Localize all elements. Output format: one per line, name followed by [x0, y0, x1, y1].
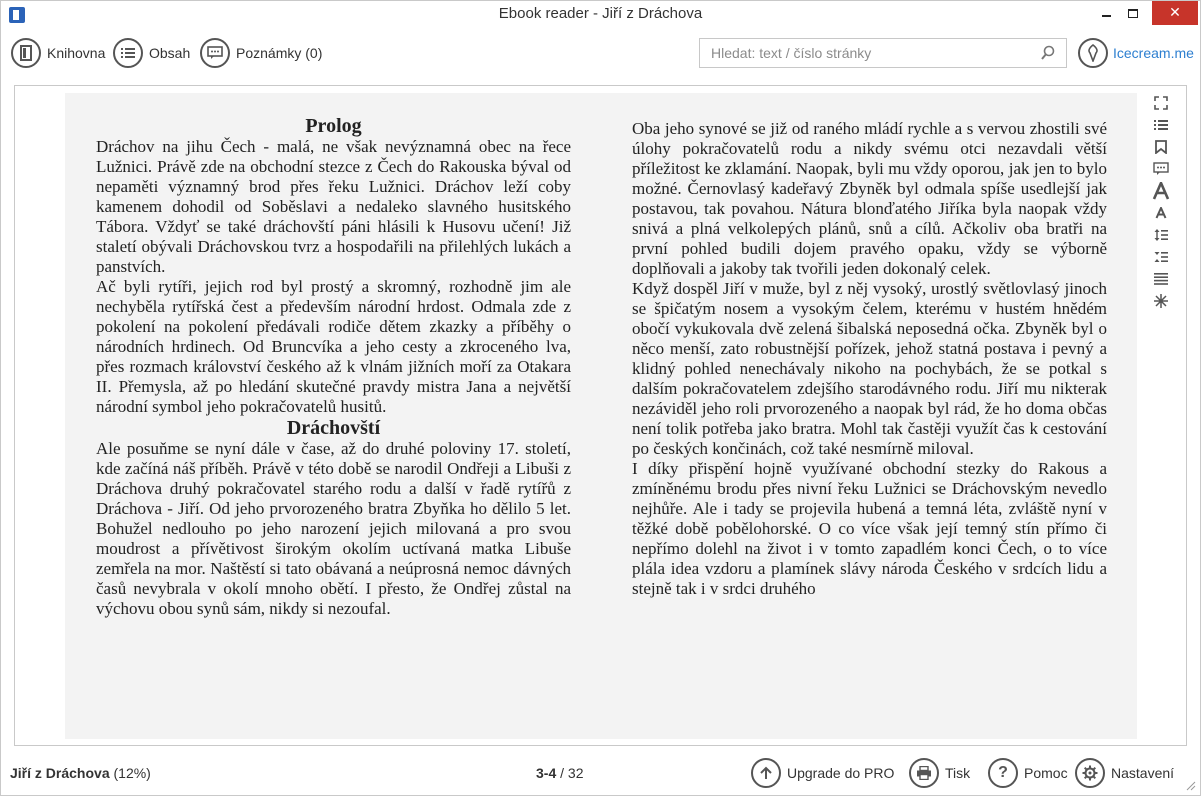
arrow-up-icon	[751, 758, 781, 788]
book-icon	[11, 38, 41, 68]
paragraph: I díky přispění hojně využívané obchodní stezky do Rakous a zmíněnému brodu přes nivní řeku Lužnici se Dráchovským nevedlo nejhůře. Ale i tady se projevila hubená a temná léta, zvláště nyní v těžké době pobělohorské. O co více však její temný stín přímo či nepřímo dolehl na život i v tomto zapadlém konci Čech, o to více plála idea vzdoru a plamínek slávy národa Českého v srdcích lidu a stejně tak i v srdci druhého	[632, 459, 1107, 598]
library-label: Knihovna	[47, 45, 106, 61]
comment-icon	[200, 38, 230, 68]
page-indicator	[536, 765, 583, 781]
title-bar	[1, 1, 1200, 27]
brightness-icon[interactable]	[1149, 290, 1173, 312]
paragraph: Ale posuňme se nyní dále v čase, až do druhé poloviny 17. století, kde začíná náš příběh. Právě v této době se narodil Ondřeji a Libuši z Dráchova druhý pokračovatel starého rodu a další v řadě rytířů z Dráchova - Jiří. Od jeho prvorozeného bratra Zbyňka ho dělilo 5 let. Bohužel nedlouho po jeho narození jejich milovaná a pro svou moudrost a přívětivost širokým okolím uctívaná matka Libuše zemřela na mor. Naštěstí si tato obávaná a neúprosná nemoc dávných časů nevybrala v okolí mnoho obětí. I přesto, že Ondřej zůstal na výchovu obou synů sám, nikdy si nezoufal.	[96, 439, 571, 618]
search-input[interactable]	[700, 39, 1020, 67]
library-button[interactable]	[11, 37, 105, 69]
font-decrease-icon[interactable]	[1149, 202, 1173, 224]
gear-icon	[1075, 758, 1105, 788]
comment-icon[interactable]	[1149, 158, 1173, 180]
print-button[interactable]	[909, 757, 970, 789]
settings-label: Nastavení	[1111, 765, 1175, 781]
printer-icon	[909, 758, 939, 788]
upgrade-label: Upgrade do PRO	[787, 765, 895, 781]
brand-label: Icecream.me	[1113, 45, 1194, 61]
help-label: Pomoc	[1024, 765, 1068, 781]
book-title: Jiří z Dráchova	[10, 765, 110, 781]
left-page	[96, 115, 571, 619]
toolbar	[1, 27, 1200, 81]
bookmark-icon[interactable]	[1149, 136, 1173, 158]
total-pages: / 32	[560, 765, 584, 781]
status-bar	[1, 751, 1200, 795]
search-box	[699, 38, 1067, 68]
brand-link[interactable]	[1078, 38, 1194, 68]
current-pages: 3-4	[536, 765, 557, 781]
notes-label: Poznámky (0)	[236, 45, 323, 61]
search-icon[interactable]	[1040, 45, 1056, 61]
toc-list-icon[interactable]	[1149, 114, 1173, 136]
font-increase-icon[interactable]	[1149, 180, 1173, 202]
justify-icon[interactable]	[1149, 268, 1173, 290]
book-spread	[65, 93, 1137, 739]
right-page	[632, 119, 1107, 599]
resize-grip-icon[interactable]	[1186, 781, 1196, 791]
minimize-icon	[1102, 15, 1111, 17]
toc-label: Obsah	[149, 45, 191, 61]
chapter-heading: Prolog	[305, 115, 362, 137]
reader-frame	[14, 85, 1187, 746]
fullscreen-icon[interactable]	[1149, 92, 1173, 114]
paragraph: Oba jeho synové se již od raného mládí rychle a s vervou zhostili své úlohy pokračovatelů rodu a nikdy svému otci nezavdali větší příležitost ke zklamání. Naopak, byli mu vždy oporou, jak jen to bylo možné. Černovlasý kadeřavý Zbyněk byl odmala spíše usedlejší jak postavou, tak povahou. Nátura blonďatého Jiříka byla naopak vždy snivá a plná velkolepých plánů, snů a cílů. Ačkoliv oba bratři na první pohled budili dojem pravého opaku, vždy se výborně doplňovali a jakoby tak tvořili jeden dokonalý celek.	[632, 119, 1107, 278]
reading-progress: (12%)	[113, 765, 151, 781]
settings-button[interactable]	[1075, 757, 1174, 789]
question-icon: ?	[988, 758, 1018, 788]
upgrade-button[interactable]	[751, 757, 894, 789]
toc-button[interactable]	[113, 37, 190, 69]
paragraph: Když dospěl Jiří v muže, byl z něj vysoký, urostlý světlovlasý jinoch se špičatým nosem a vysokým čelem, kterému v hustém hnědém obočí vykukovala dvě zelená šibalská neposedná očka. Zbyněk byl o něco menší, zato robustnější pořízek, jehož statná postava i pevný a klidný pohled nenechávaly nikoho na pochybách, že se potkal s dalším pokračovatelem zdejšího starodávného rodu. Jiří mu nikterak nezáviděl jeho roli prvorozeného a naopak byl rád, že ho doma občas není tolik potřeba jako bratra. Mohl tak častěji využít čas k cestování po českých končinách, což také nesmírně miloval.	[632, 279, 1107, 458]
line-spacing-decrease-icon[interactable]	[1149, 246, 1173, 268]
close-button[interactable]	[1152, 1, 1198, 25]
list-icon	[113, 38, 143, 68]
close-icon: ✕	[1169, 5, 1181, 21]
side-toolbar	[1149, 92, 1173, 312]
minimize-button[interactable]	[1091, 1, 1121, 25]
notes-button[interactable]	[200, 37, 322, 69]
book-info	[10, 765, 151, 781]
icecream-logo-icon	[1078, 38, 1108, 68]
paragraph: Dráchov na jihu Čech - malá, ne však nevýznamná obec na řece Lužnici. Právě zde na obchodní stezce z Čech do Rakouska býval od nepaměti významný brod přes řeku Lužnici. Dráchov leží coby kamenem dohodil od Soběslavi a nedaleko slavného husitského Tábora. Vždyť se také dráchovští páni hlásili k Husovu učení! Již staletí obývali Dráchovskou tvrz a hospodařili na přilehlých lukách a panstvích.	[96, 137, 571, 276]
maximize-icon	[1128, 9, 1138, 18]
window-title: Ebook reader - Jiří z Dráchova	[498, 5, 703, 22]
chapter-heading: Dráchovští	[286, 417, 381, 439]
maximize-button[interactable]	[1118, 1, 1148, 25]
paragraph: Ač byli rytíři, jejich rod byl prostý a skromný, rozhodně jim ale nechyběla rytířská čest a především národní hrdost. Odmala zde z pokolení na pokolení předávali rodiče dětem zkazky a příběhy o národních hrdinech. Od Bruncvíka a jeho cesty a zkroceného lva, přes rozmach království českého až k vlnám jižních moří za Otakara II. Přemysla, až po hledání skutečné pravdy mistra Jana a největší národní symbol jeho pokračovatelů husitů.	[96, 277, 571, 416]
help-button[interactable]	[988, 757, 1068, 789]
line-spacing-increase-icon[interactable]	[1149, 224, 1173, 246]
print-label: Tisk	[945, 765, 971, 781]
